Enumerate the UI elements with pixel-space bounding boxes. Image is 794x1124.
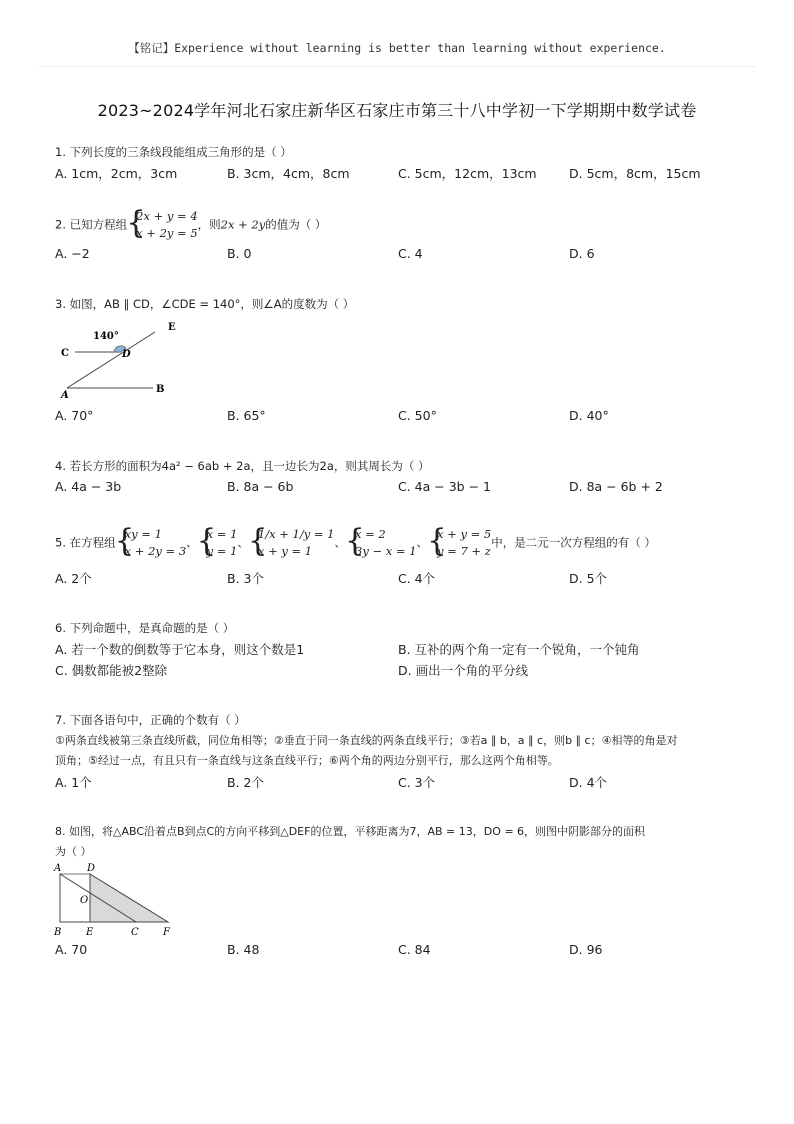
q7-option-b[interactable]: B. 2个 — [227, 775, 264, 790]
q7-option-d[interactable]: D. 4个 — [569, 775, 608, 790]
q8-stem-line1: 8. 如图，将△ABC沿着点B到点C的方向平移到△DEF的位置，平移距离为7，AB = 13，DO = 6，则图中阴影部分的面积 — [55, 825, 646, 838]
q8-option-a[interactable]: A. 70 — [55, 942, 88, 957]
q3-option-d[interactable]: D. 40° — [569, 408, 609, 423]
q4-option-c[interactable]: C. 4a − 3b − 1 — [398, 479, 491, 494]
q3-label-b: B — [156, 384, 165, 395]
q4-option-d[interactable]: D. 8a − 6b + 2 — [569, 479, 663, 494]
q8-label-o: O — [80, 895, 89, 906]
q7-statements-line2: 顶角；⑤经过一点，有且只有一条直线与这条直线平行；⑥两个角的两边分别平行，那么这两个角相等。 — [55, 754, 559, 767]
header-motto: 【铭记】Experience without learning is better than learning without experience. — [128, 41, 666, 55]
q5-s2-eq1: { x = 1 — [206, 527, 238, 541]
header-divider — [38, 66, 756, 67]
q1-option-a[interactable]: A. 1cm，2cm，3cm — [55, 166, 178, 181]
q5-system-3 — [249, 526, 335, 560]
page-title: 2023~2024学年河北石家庄新华区石家庄市第三十八中学初一下学期期中数学试卷 — [97, 101, 697, 120]
q2-expr: 2x + 2y — [220, 217, 266, 232]
q5-system-4 — [346, 526, 417, 560]
q5-option-a[interactable]: A. 2个 — [55, 571, 92, 586]
q2-stem-a: 2. 已知方程组 — [55, 217, 128, 232]
q5-option-c[interactable]: C. 4个 — [398, 571, 436, 586]
q5-s1-eq2: x + 2y = 3 — [124, 544, 187, 558]
q5-stem-b: 中，是二元一次方程组的有（ ） — [491, 535, 656, 550]
q8-label-f: F — [163, 927, 170, 938]
q2-option-d[interactable]: D. 6 — [569, 246, 595, 261]
q5-sep: 、 — [186, 535, 198, 550]
q5-system-1 — [116, 526, 187, 560]
q5-sep: 、 — [416, 535, 429, 550]
q8-label-d: D — [87, 863, 96, 874]
q3-angle-label: 140° — [93, 331, 119, 342]
q7-option-a[interactable]: A. 1个 — [55, 775, 92, 790]
q5-s3-eq1: { 1/x + 1/y = 1 — [257, 527, 335, 541]
q3-option-c[interactable]: C. 50° — [398, 408, 437, 423]
q4-stem: 4. 若长方形的面积为4a² − 6ab + 2a，且一边长为2a，则其周长为（ ） — [55, 459, 430, 473]
q5-s5-eq2: y = 7 + z — [437, 544, 491, 558]
q3-option-b[interactable]: B. 65° — [227, 408, 266, 423]
q7-statements-line1: ①两条直线被第三条直线所截，同位角相等；②垂直于同一条直线的两条直线平行；③若a ∥ b，a ∥ c，则b ∥ c；④相等的角是对 — [55, 734, 678, 747]
q5-s4-eq1: { x = 2 — [355, 527, 386, 541]
q6-option-d[interactable]: D. 画出一个角的平分线 — [398, 663, 529, 678]
q3-option-a[interactable]: A. 70° — [55, 408, 94, 423]
q8-option-b[interactable]: B. 48 — [227, 942, 260, 957]
q2-eq1: { 2x + y = 4 — [136, 209, 198, 223]
q3-label-e: E — [168, 322, 176, 333]
q4-option-a[interactable]: A. 4a − 3b — [55, 479, 122, 494]
q8-label-b: B — [54, 927, 62, 938]
q2-stem — [55, 208, 326, 242]
q5-option-d[interactable]: D. 5个 — [569, 571, 608, 586]
q5-s1-eq1: { xy = 1 — [124, 527, 162, 541]
q1-option-c[interactable]: C. 5cm，12cm，13cm — [398, 166, 537, 181]
q5-s5-eq1: { x + y = 5 — [437, 527, 492, 541]
q2-option-b[interactable]: B. 0 — [227, 246, 252, 261]
q5-s2-eq2: y = 1 — [206, 544, 238, 558]
q3-stem: 3. 如图，AB ∥ CD，∠CDE = 140°，则∠A的度数为（ ） — [55, 297, 355, 311]
q2-stem-c: 的值为（ ） — [265, 217, 327, 232]
q8-option-c[interactable]: C. 84 — [398, 942, 431, 957]
q5-stem — [55, 526, 656, 560]
q6-option-c[interactable]: C. 偶数都能被2整除 — [55, 663, 168, 678]
q6-stem: 6. 下列命题中，是真命题的是（ ） — [55, 621, 235, 635]
q8-label-c: C — [131, 927, 139, 938]
q5-system-5 — [428, 526, 491, 560]
q8-label-e: E — [86, 927, 94, 938]
q8-label-a: A — [54, 863, 62, 874]
q5-s4-eq2: 3y − x = 1 — [355, 544, 417, 558]
q5-s3-eq2: x + y = 1 — [257, 544, 313, 558]
q2-system — [127, 208, 198, 242]
q5-system-2 — [198, 526, 238, 560]
q5-sep: 、 — [334, 535, 346, 550]
q5-sep: 、 — [237, 535, 249, 550]
q4-option-b[interactable]: B. 8a − 6b — [227, 479, 294, 494]
q7-stem: 7. 下面各语句中，正确的个数有（ ） — [55, 713, 246, 727]
q2-stem-b: ，则 — [197, 217, 221, 232]
q8-figure — [50, 860, 180, 940]
q3-label-c: C — [61, 348, 69, 359]
q8-option-d[interactable]: D. 96 — [569, 942, 603, 957]
q2-option-c[interactable]: C. 4 — [398, 246, 423, 261]
q3-figure — [55, 318, 185, 403]
q2-option-a[interactable]: A. −2 — [55, 246, 90, 261]
q2-eq2: x + 2y = 5 — [136, 226, 198, 240]
q5-stem-a: 5. 在方程组 — [55, 535, 116, 550]
q3-label-d: D — [122, 349, 131, 360]
q3-label-a: A — [61, 390, 69, 401]
q1-stem: 1. 下列长度的三条线段能组成三角形的是（ ） — [55, 145, 292, 159]
q6-option-a[interactable]: A. 若一个数的倒数等于它本身，则这个数是1 — [55, 642, 305, 657]
q6-option-b[interactable]: B. 互补的两个角一定有一个锐角，一个钝角 — [398, 642, 640, 657]
q5-option-b[interactable]: B. 3个 — [227, 571, 264, 586]
q7-option-c[interactable]: C. 3个 — [398, 775, 436, 790]
q1-option-b[interactable]: B. 3cm，4cm，8cm — [227, 166, 350, 181]
q8-stem-line2: 为（ ） — [55, 845, 92, 858]
q1-option-d[interactable]: D. 5cm，8cm，15cm — [569, 166, 701, 181]
